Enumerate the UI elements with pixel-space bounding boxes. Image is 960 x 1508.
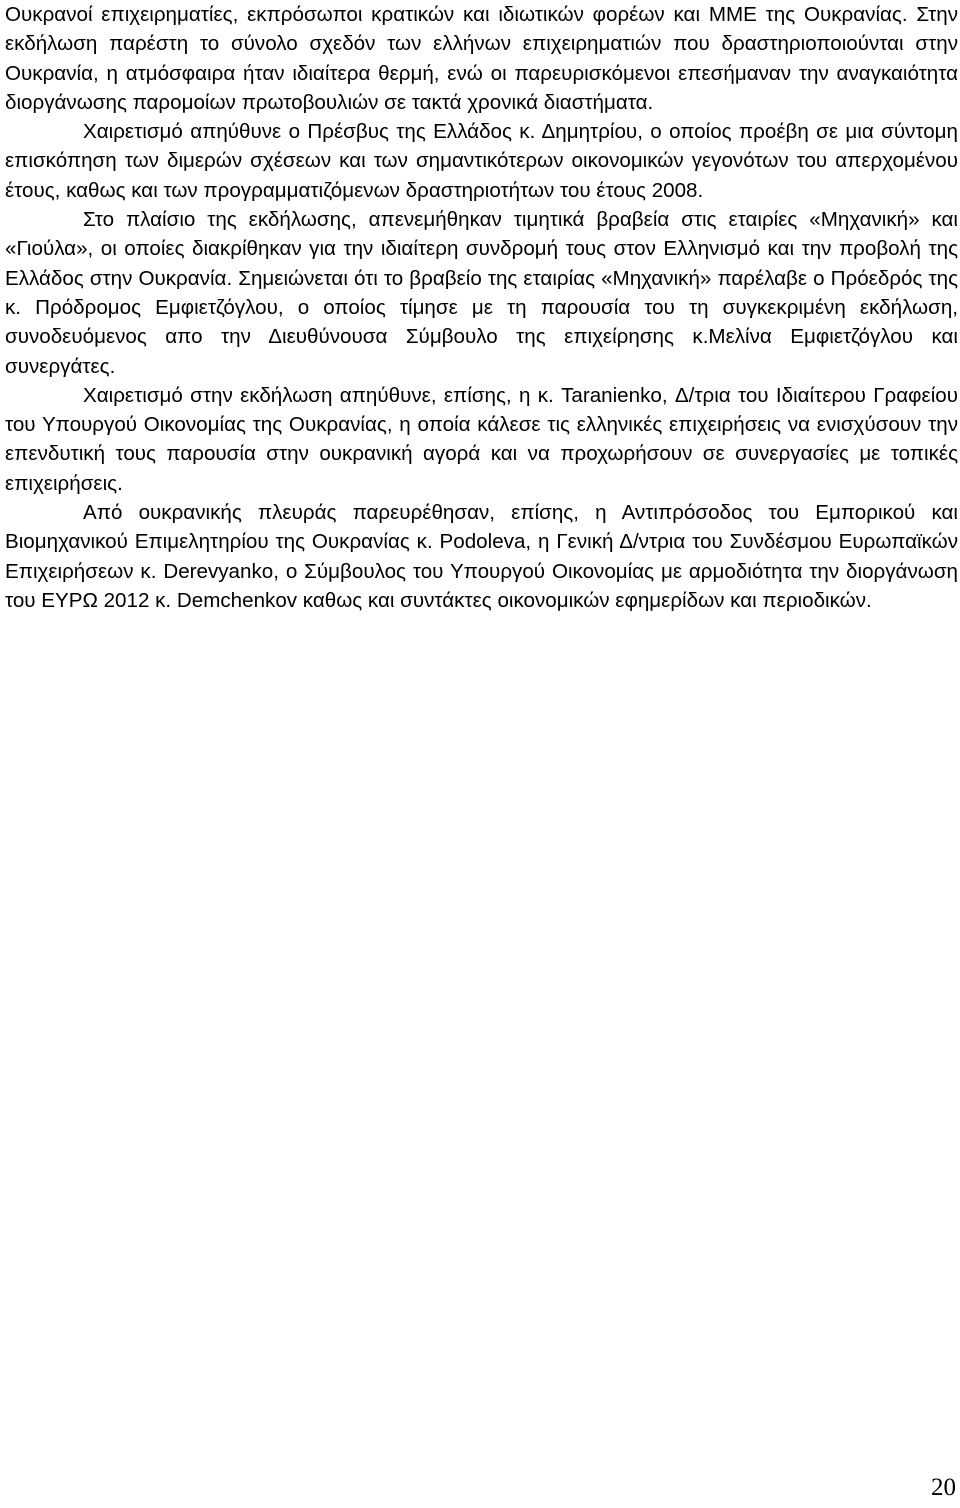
paragraph-continuation: Ουκρανοί επιχειρηματίες, εκπρόσωποι κρατικών και ιδιωτικών φορέων και ΜΜΕ της Ουκρανίας. Στην εκδήλωση παρέστη το σύνολο σχεδόν των ελλήνων επιχειρηματιών που δραστηριοποιούνται στην Ουκρανία, η ατμόσφαιρα ήταν ιδιαίτερα θερμή, ενώ οι παρευρισκόμενοι επεσήμαναν την αναγκαιότητα διοργάνωσης παρομοίων πρωτοβουλιών σε τακτά χρονικά διαστήματα. <box>5 3 958 114</box>
document-body <box>5 0 958 615</box>
page-number: 20 <box>931 1474 956 1501</box>
paragraph-ambassador-greeting: Χαιρετισμό απηύθυνε ο Πρέσβυς της Ελλάδος κ. Δημητρίου, ο οποίος προέβη σε μια σύντομη επισκόπηση των διμερών σχέσεων και των σημαντικότερων οικονομικών γεγονότων του απερχομένου έτους, καθως και των προγραμματιζόμενων δραστηριοτήτων του έτους 2008. <box>5 120 958 202</box>
paragraph-attendees: Από ουκρανικής πλευράς παρευρέθησαν, επίσης, η Αντιπρόσοδος του Εμπορικού και Βιομηχανικού Επιμελητηρίου της Ουκρανίας κ. Podoleva, η Γενική Δ/ντρια του Συνδέσμου Ευρωπαϊκών Επιχειρήσεων κ. Derevyanko, ο Σύμβουλος του Υπουργού Οικονομίας με αρμοδιότητα την διοργάνωση του ΕΥΡΩ 2012 κ. Demchenkov καθως και συντάκτες οικονομικών εφημερίδων και περιοδικών. <box>5 501 958 612</box>
paragraph-awards: Στο πλαίσιο της εκδήλωσης, απενεμήθηκαν τιμητικά βραβεία στις εταιρίες «Μηχανική» και «Γιούλα», οι οποίες διακρίθηκαν για την ιδιαίτερη συνδρομή τους στον Ελληνισμό και την προβολή της Ελλάδος στην Ουκρανία. Σημειώνεται ότι το βραβείο της εταιρίας «Μηχανική» παρέλαβε ο Πρόεδρός της κ. Πρόδρομος Εμφιετζόγλου, ο οποίος τίμησε με τη παρουσία του τη συγκεκριμένη εκδήλωση, συνοδευόμενος απο την Διευθύνουσα Σύμβουλο της επιχείρησης κ.Μελίνα Εμφιετζόγλου και συνεργάτες. <box>5 208 958 378</box>
paragraph-ministry-greeting: Χαιρετισμό στην εκδήλωση απηύθυνε, επίσης, η κ. Taranienko, Δ/τρια του Ιδιαίτερου Γραφείου του Υπουργού Οικονομίας της Ουκρανίας, η οποία κάλεσε τις ελληνικές επιχειρήσεις να ενισχύσουν την επενδυτική τους παρουσία στην ουκρανική αγορά και να προχωρήσουν σε συνεργασίες με τοπικές επιχειρήσεις. <box>5 383 958 495</box>
